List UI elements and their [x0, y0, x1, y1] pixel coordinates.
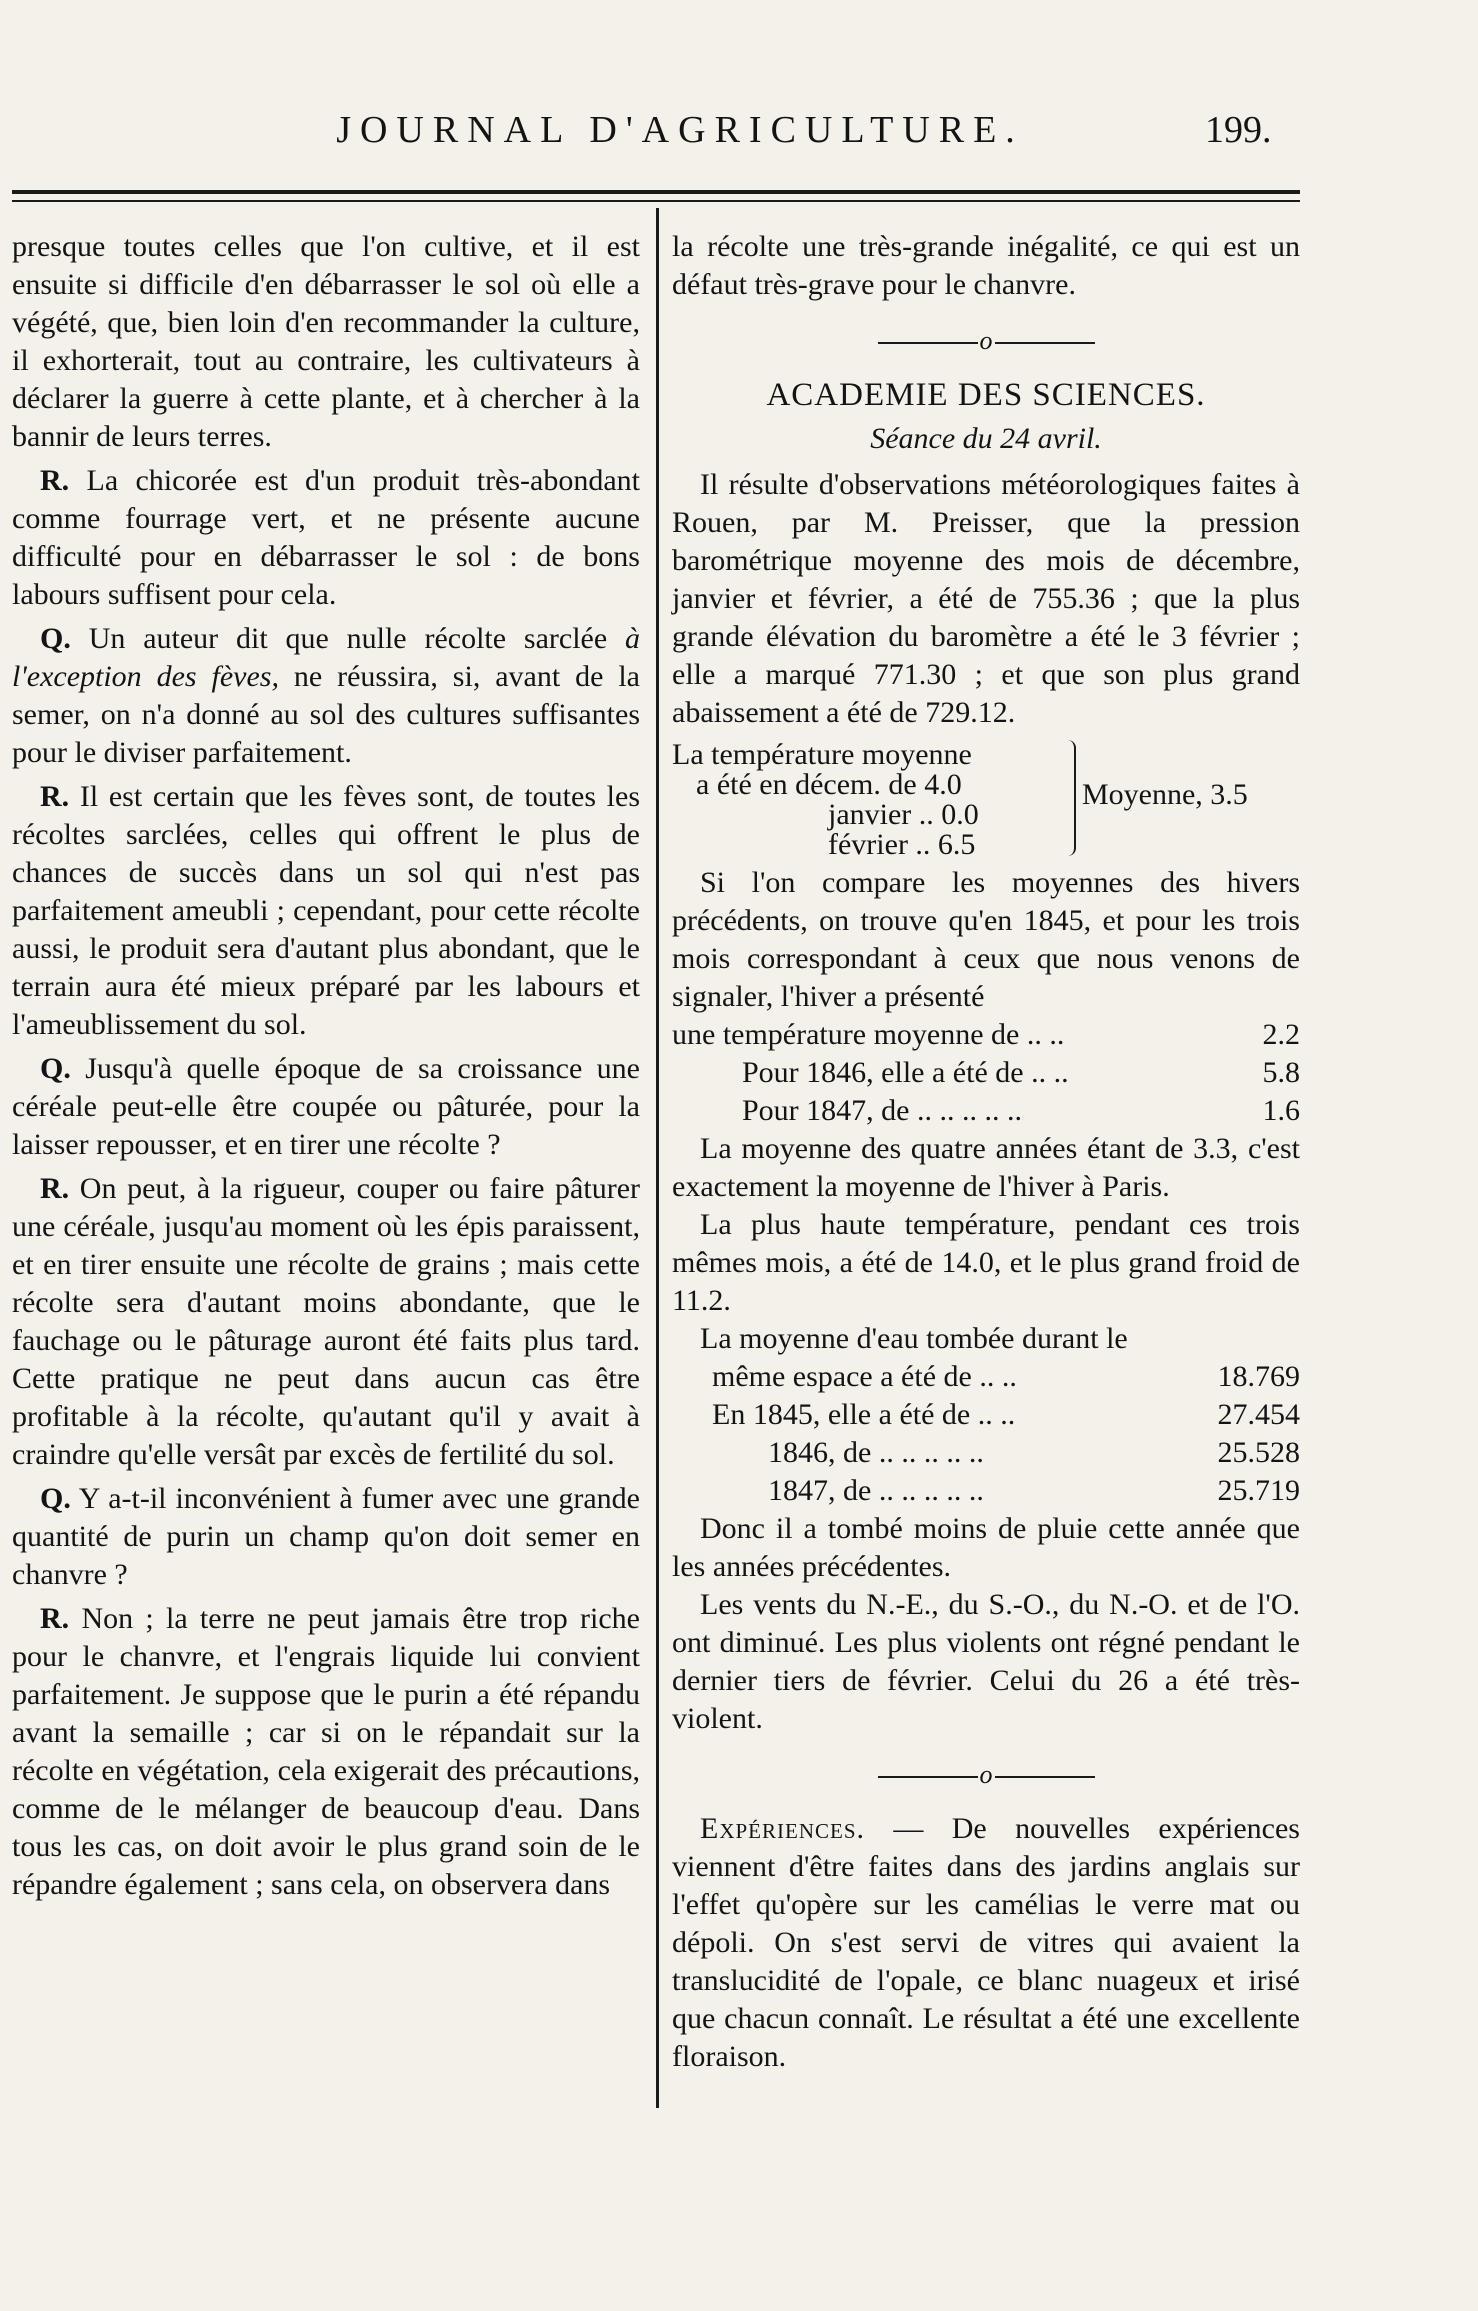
column-divider	[656, 208, 659, 2108]
row-value: 2.2	[1262, 1018, 1300, 1051]
temperature-line: La température moyenne	[672, 738, 972, 771]
table-row	[672, 1092, 1300, 1130]
answer-paragraph	[12, 1600, 640, 1904]
row-label: Pour 1846, elle a été de .. ..	[742, 1056, 1069, 1089]
question-paragraph	[12, 1050, 640, 1164]
question-label: Q.	[40, 1052, 71, 1085]
right-column	[672, 228, 1300, 2076]
paragraph-continued: la récolte une très-grande inégalité, ce qui est un défaut très-grave pour le chanvre.	[672, 230, 1300, 301]
answer-text: Il est certain que les fèves sont, de toutes les récoltes sarclées, celles qui offrent le plus de chances de succès dans un sol qui n'est pas parfaitement ameubli ; cependant, pour cette récolte aussi, le produit sera d'autant plus abondant, que le terrain aura été mieux préparé par les labours et l'ameublissement du sol.	[12, 780, 640, 1041]
separator-mark: o	[979, 1760, 993, 1789]
temperature-line: a été en décem. de 4.0	[696, 768, 962, 801]
temperature-mean: Moyenne, 3.5	[1082, 778, 1248, 811]
experiments-text: — De nouvelles expériences viennent d'être faites dans des jardins anglais sur l'effet qu'opère sur les camélias le verre mat ou dépoli. On s'est servi de vitres qui avaient la translucidité de l'opale, ce blanc nuageux et irisé que chacun connaît. Le résultat a été une excellente floraison.	[672, 1812, 1300, 2073]
row-value: 1.6	[1262, 1094, 1300, 1127]
question-label: Q.	[40, 622, 71, 655]
row-label: une température moyenne de .. ..	[672, 1018, 1065, 1051]
row-value: 25.719	[1217, 1474, 1300, 1507]
experiments-paragraph	[672, 1810, 1300, 2076]
header-rule-thick	[12, 190, 1300, 194]
row-value: 5.8	[1262, 1056, 1300, 1089]
question-italic-text: à l'exception des fèves,	[12, 622, 641, 693]
section-separator	[672, 326, 1300, 356]
table-row	[672, 1054, 1300, 1092]
brace-icon	[1064, 740, 1076, 856]
temperature-line: février .. 6.5	[828, 828, 976, 861]
separator-dash-left	[878, 342, 978, 344]
table-row	[672, 1358, 1300, 1396]
separator-mark: o	[979, 326, 993, 355]
answer-label: R.	[40, 1602, 70, 1635]
question-label: Q.	[40, 1482, 71, 1515]
question-text: Un auteur dit que nulle récolte sarclée	[88, 622, 608, 655]
rain-rows	[672, 1358, 1300, 1510]
table-row	[672, 1434, 1300, 1472]
row-value: 25.528	[1217, 1436, 1300, 1469]
section-separator	[672, 1760, 1300, 1790]
session-date: Séance du 24 avril.	[870, 422, 1102, 455]
row-label: Pour 1847, de .. .. .. .. ..	[742, 1094, 1022, 1127]
section-title: ACADEMIE DES SCIENCES.	[766, 377, 1206, 413]
winter-rows	[672, 1016, 1300, 1130]
answer-text: On peut, à la rigueur, couper ou faire pâturer une céréale, jusqu'au moment où les épis paraissent, et en tirer ensuite une récolte de grains ; mais cette récolte sera d'autant moins abondante, que le fauchage ou le pâturage auront été faits plus tard. Cette pratique ne peut dans aucun cas être profitable à la récolte, qu'autant qu'il y avait à craindre qu'elle versât par excès de fertilité du sol.	[12, 1172, 640, 1471]
answer-paragraph	[12, 1170, 640, 1474]
page-number: 199.	[1205, 109, 1272, 151]
answer-paragraph	[12, 462, 640, 614]
question-paragraph	[12, 620, 640, 772]
question-text: Jusqu'à quelle époque de sa croissance une céréale peut-elle être coupée ou pâturée, pour la laisser repousser, et en tirer une récolte ?	[12, 1052, 641, 1161]
page-header	[0, 108, 1478, 168]
row-label: 1847, de .. .. .. .. ..	[768, 1474, 984, 1507]
running-title: JOURNAL D'AGRICULTURE.	[336, 109, 1024, 151]
answer-label: R.	[40, 780, 70, 813]
row-label: 1846, de .. .. .. .. ..	[768, 1436, 984, 1469]
answer-paragraph	[12, 778, 640, 1044]
rain-conclusion: Donc il a tombé moins de pluie cette année que les années précédentes.	[672, 1512, 1300, 1583]
row-value: 27.454	[1217, 1398, 1300, 1431]
row-value: 18.769	[1217, 1360, 1300, 1393]
header-rule-thin	[12, 200, 1300, 202]
answer-text: Non ; la terre ne peut jamais être trop riche pour le chanvre, et l'engrais liquide lui convient parfaitement. Je suppose que le purin a été répandu avant la semaille ; car si on le répandait sur la récolte en végétation, cela exigerait des précautions, comme de le mélanger de beaucoup d'eau. Dans tous les cas, on doit avoir le plus grand soin de le répandre également ; sans cela, on observera dans	[12, 1602, 640, 1901]
question-paragraph	[12, 1480, 640, 1594]
temperature-line: janvier .. 0.0	[828, 798, 979, 831]
rain-intro: La moyenne d'eau tombée durant le	[700, 1322, 1128, 1355]
winds-paragraph: Les vents du N.-E., du S.-O., du N.-O. et de l'O. ont diminué. Les plus violents ont régné pendant le dernier tiers de février. Celui du 26 a été très-violent.	[672, 1588, 1300, 1735]
experiments-label: Expériences.	[700, 1812, 866, 1845]
row-label: En 1845, elle a été de .. ..	[712, 1398, 1016, 1431]
barometer-paragraph: Il résulte d'observations météorologiques faites à Rouen, par M. Preisser, que la pression barométrique moyenne des mois de décembre, janvier et février, a été de 755.36 ; que la plus grande élévation du baromètre a été le 3 février ; elle a marqué 771.30 ; et que son plus grand abaissement a été de 729.12.	[672, 468, 1300, 729]
row-label: même espace a été de .. ..	[712, 1360, 1017, 1393]
left-column	[12, 228, 640, 1904]
extremes-paragraph: La plus haute température, pendant ces trois mêmes mois, a été de 14.0, et le plus grand froid de 11.2.	[672, 1208, 1300, 1317]
paragraph-continued: presque toutes celles que l'on cultive, et il est ensuite si difficile d'en débarrasser le sol où elle a végété, que, bien loin d'en recommander la culture, il exhorterait, tout au contraire, les cultivateurs à déclarer la guerre à cette plante, et à chercher à la bannir de leurs terres.	[12, 230, 640, 453]
separator-dash-right	[995, 1776, 1095, 1778]
question-text-after: ne réussira, si, avant de la semer, on n'a donné au sol des cultures suffisantes pour le diviser parfaitement.	[12, 660, 640, 769]
table-row	[672, 1016, 1300, 1054]
answer-label: R.	[40, 1172, 70, 1205]
separator-dash-right	[995, 342, 1095, 344]
question-text: Y a-t-il inconvénient à fumer avec une grande quantité de purin un champ qu'on doit semer en chanvre ?	[12, 1482, 640, 1591]
answer-label: R.	[40, 464, 70, 497]
compare-paragraph: Si l'on compare les moyennes des hivers précédents, on trouve qu'en 1845, et pour les trois mois correspondant à ceux que nous venons de signaler, l'hiver a présenté	[672, 866, 1300, 1013]
separator-dash-left	[878, 1776, 978, 1778]
table-row	[672, 1396, 1300, 1434]
temperature-table	[672, 736, 1300, 860]
table-row	[672, 1472, 1300, 1510]
mean-paragraph: La moyenne des quatre années étant de 3.3, c'est exactement la moyenne de l'hiver à Paris.	[672, 1132, 1300, 1203]
answer-text: La chicorée est d'un produit très-abondant comme fourrage vert, et ne présente aucune difficulté pour en débarrasser le sol : de bons labours suffisent pour cela.	[12, 464, 641, 611]
